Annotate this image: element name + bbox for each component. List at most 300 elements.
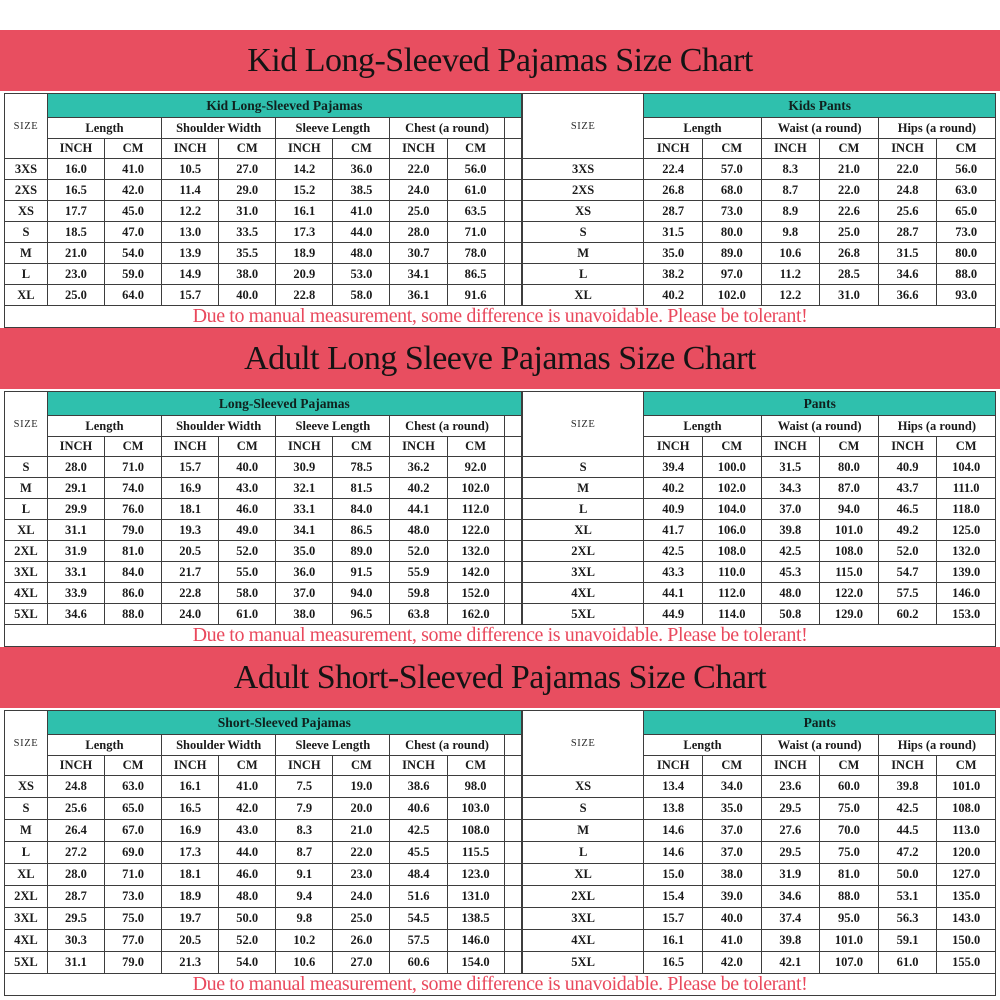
table-header-row	[522, 711, 995, 735]
value-cell: 28.0	[390, 222, 447, 243]
value-cell: 21.0	[820, 159, 879, 180]
table-row	[5, 520, 522, 541]
table-row	[5, 798, 522, 820]
value-cell: 19.7	[162, 908, 219, 930]
size-cell: M	[522, 820, 644, 842]
spacer-cell	[504, 756, 521, 776]
value-cell: 67.0	[104, 820, 161, 842]
value-cell: 39.8	[761, 930, 820, 952]
value-cell: 39.8	[761, 520, 820, 541]
value-cell: 22.8	[162, 583, 219, 604]
value-cell: 22.0	[878, 159, 937, 180]
value-cell: 38.0	[703, 864, 762, 886]
value-cell: 73.0	[937, 222, 996, 243]
table-row	[522, 180, 995, 201]
table-row	[522, 886, 995, 908]
spacer-cell	[504, 416, 521, 437]
adult-long-pajamas-table	[4, 391, 522, 625]
value-cell: 139.0	[937, 562, 996, 583]
value-cell: 43.0	[219, 478, 276, 499]
table-row	[5, 583, 522, 604]
spacer-cell	[504, 222, 521, 243]
value-cell: 34.6	[878, 264, 937, 285]
value-cell: 37.0	[276, 583, 333, 604]
value-cell: 16.5	[162, 798, 219, 820]
value-cell: 27.0	[333, 952, 390, 974]
value-cell: 33.1	[276, 499, 333, 520]
unit-header: INCH	[878, 437, 937, 457]
value-cell: 23.0	[333, 864, 390, 886]
value-cell: 28.5	[820, 264, 879, 285]
value-cell: 65.0	[104, 798, 161, 820]
value-cell: 84.0	[333, 499, 390, 520]
measurement-header-row	[5, 416, 522, 437]
value-cell: 28.0	[47, 864, 104, 886]
value-cell: 23.0	[47, 264, 104, 285]
table-row	[5, 201, 522, 222]
value-cell: 49.2	[878, 520, 937, 541]
value-cell: 20.5	[162, 541, 219, 562]
value-cell: 24.0	[390, 180, 447, 201]
value-cell: 143.0	[937, 908, 996, 930]
size-column-header: SIZE	[5, 392, 48, 457]
value-cell: 31.0	[820, 285, 879, 306]
value-cell: 91.5	[333, 562, 390, 583]
size-cell: 2XS	[522, 180, 644, 201]
measurement-header: Sleeve Length	[276, 735, 390, 756]
value-cell: 54.7	[878, 562, 937, 583]
value-cell: 41.0	[703, 930, 762, 952]
table-title-cell: Pants	[644, 392, 996, 416]
value-cell: 84.0	[104, 562, 161, 583]
value-cell: 122.0	[820, 583, 879, 604]
measurement-header: Waist (a round)	[761, 735, 878, 756]
value-cell: 63.0	[937, 180, 996, 201]
value-cell: 69.0	[104, 842, 161, 864]
value-cell: 61.0	[878, 952, 937, 974]
value-cell: 8.3	[761, 159, 820, 180]
table-row	[522, 798, 995, 820]
value-cell: 20.0	[333, 798, 390, 820]
value-cell: 44.1	[644, 583, 703, 604]
table-row	[5, 159, 522, 180]
value-cell: 11.2	[761, 264, 820, 285]
value-cell: 120.0	[937, 842, 996, 864]
value-cell: 9.1	[276, 864, 333, 886]
adult-short-pajamas-table	[4, 710, 522, 974]
value-cell: 91.6	[447, 285, 504, 306]
value-cell: 25.6	[47, 798, 104, 820]
value-cell: 132.0	[447, 541, 504, 562]
value-cell: 58.0	[219, 583, 276, 604]
value-cell: 47.0	[104, 222, 161, 243]
unit-header: INCH	[162, 756, 219, 776]
adult-short-tables-row	[0, 710, 1000, 974]
value-cell: 45.0	[104, 201, 161, 222]
measurement-header-row	[5, 118, 522, 139]
table-title-cell: Kids Pants	[644, 94, 996, 118]
value-cell: 37.4	[761, 908, 820, 930]
size-cell: L	[5, 264, 48, 285]
value-cell: 74.0	[104, 478, 161, 499]
value-cell: 101.0	[820, 930, 879, 952]
value-cell: 23.6	[761, 776, 820, 798]
unit-header: INCH	[878, 139, 937, 159]
value-cell: 33.9	[47, 583, 104, 604]
size-cell: 2XS	[5, 180, 48, 201]
value-cell: 63.8	[390, 604, 447, 625]
table-row	[5, 180, 522, 201]
value-cell: 15.7	[162, 285, 219, 306]
table-header-row	[5, 711, 522, 735]
value-cell: 28.0	[47, 457, 104, 478]
value-cell: 76.0	[104, 499, 161, 520]
value-cell: 40.2	[390, 478, 447, 499]
unit-header: INCH	[162, 139, 219, 159]
size-cell: XL	[5, 285, 48, 306]
adult-long-section-title: Adult Long Sleeve Pajamas Size Chart	[244, 339, 756, 377]
measurement-header: Length	[47, 735, 161, 756]
value-cell: 44.0	[219, 842, 276, 864]
value-cell: 47.2	[878, 842, 937, 864]
adult-short-section-title-banner	[0, 647, 1000, 708]
value-cell: 42.5	[644, 541, 703, 562]
table-row	[522, 285, 995, 306]
value-cell: 75.0	[820, 798, 879, 820]
value-cell: 14.6	[644, 842, 703, 864]
value-cell: 153.0	[937, 604, 996, 625]
value-cell: 34.3	[761, 478, 820, 499]
size-column-header: SIZE	[5, 711, 48, 776]
value-cell: 20.9	[276, 264, 333, 285]
value-cell: 18.1	[162, 864, 219, 886]
value-cell: 36.2	[390, 457, 447, 478]
value-cell: 114.0	[703, 604, 762, 625]
value-cell: 36.1	[390, 285, 447, 306]
kid-tables-row	[0, 93, 1000, 306]
value-cell: 104.0	[703, 499, 762, 520]
value-cell: 31.1	[47, 952, 104, 974]
table-row	[522, 222, 995, 243]
size-cell: S	[5, 798, 48, 820]
value-cell: 38.2	[644, 264, 703, 285]
value-cell: 31.9	[47, 541, 104, 562]
value-cell: 34.0	[703, 776, 762, 798]
value-cell: 13.0	[162, 222, 219, 243]
value-cell: 48.0	[219, 886, 276, 908]
value-cell: 24.8	[878, 180, 937, 201]
table-row	[5, 541, 522, 562]
measurement-header: Hips (a round)	[878, 416, 995, 437]
value-cell: 81.0	[820, 864, 879, 886]
value-cell: 98.0	[447, 776, 504, 798]
value-cell: 155.0	[937, 952, 996, 974]
value-cell: 129.0	[820, 604, 879, 625]
value-cell: 17.3	[162, 842, 219, 864]
value-cell: 10.6	[276, 952, 333, 974]
value-cell: 35.0	[644, 243, 703, 264]
value-cell: 34.1	[390, 264, 447, 285]
value-cell: 80.0	[820, 457, 879, 478]
value-cell: 16.1	[644, 930, 703, 952]
table-row	[5, 886, 522, 908]
value-cell: 40.2	[644, 478, 703, 499]
spacer-cell	[504, 735, 521, 756]
unit-header: INCH	[390, 756, 447, 776]
value-cell: 52.0	[390, 541, 447, 562]
spacer-cell	[504, 798, 521, 820]
value-cell: 30.9	[276, 457, 333, 478]
value-cell: 125.0	[937, 520, 996, 541]
unit-header: INCH	[47, 437, 104, 457]
value-cell: 28.7	[878, 222, 937, 243]
table-row	[5, 264, 522, 285]
value-cell: 28.7	[644, 201, 703, 222]
value-cell: 25.0	[47, 285, 104, 306]
value-cell: 42.5	[878, 798, 937, 820]
unit-header: INCH	[644, 139, 703, 159]
kid-pajamas-table	[4, 93, 522, 306]
value-cell: 101.0	[820, 520, 879, 541]
measurement-header: Shoulder Width	[162, 416, 276, 437]
table-row	[5, 562, 522, 583]
value-cell: 48.0	[333, 243, 390, 264]
size-cell: S	[522, 222, 644, 243]
size-cell: S	[5, 222, 48, 243]
value-cell: 96.5	[333, 604, 390, 625]
value-cell: 24.0	[162, 604, 219, 625]
value-cell: 71.0	[104, 864, 161, 886]
value-cell: 154.0	[447, 952, 504, 974]
value-cell: 16.1	[162, 776, 219, 798]
value-cell: 16.9	[162, 820, 219, 842]
table-title-cell: Pants	[644, 711, 996, 735]
size-cell: S	[522, 798, 644, 820]
spacer-cell	[504, 437, 521, 457]
value-cell: 50.0	[878, 864, 937, 886]
value-cell: 22.4	[644, 159, 703, 180]
value-cell: 10.5	[162, 159, 219, 180]
value-cell: 31.0	[219, 201, 276, 222]
size-cell: XL	[522, 864, 644, 886]
unit-header: INCH	[644, 756, 703, 776]
value-cell: 115.5	[447, 842, 504, 864]
value-cell: 127.0	[937, 864, 996, 886]
value-cell: 43.0	[219, 820, 276, 842]
size-cell: M	[5, 478, 48, 499]
value-cell: 93.0	[937, 285, 996, 306]
spacer-cell	[504, 264, 521, 285]
value-cell: 16.1	[276, 201, 333, 222]
table-row	[522, 604, 995, 625]
value-cell: 61.0	[447, 180, 504, 201]
value-cell: 34.6	[47, 604, 104, 625]
measurement-header: Waist (a round)	[761, 118, 878, 139]
value-cell: 35.0	[703, 798, 762, 820]
value-cell: 45.3	[761, 562, 820, 583]
value-cell: 55.9	[390, 562, 447, 583]
value-cell: 41.7	[644, 520, 703, 541]
value-cell: 81.0	[104, 541, 161, 562]
value-cell: 60.2	[878, 604, 937, 625]
value-cell: 25.6	[878, 201, 937, 222]
unit-header: CM	[104, 437, 161, 457]
size-cell: XL	[5, 520, 48, 541]
size-cell: 5XL	[522, 952, 644, 974]
value-cell: 9.4	[276, 886, 333, 908]
value-cell: 138.5	[447, 908, 504, 930]
adult-short-section-title: Adult Short-Sleeved Pajamas Size Chart	[233, 658, 767, 696]
size-cell: L	[522, 264, 644, 285]
value-cell: 42.5	[761, 541, 820, 562]
value-cell: 78.0	[447, 243, 504, 264]
spacer-cell	[504, 864, 521, 886]
value-cell: 15.0	[644, 864, 703, 886]
kid-section-title-banner	[0, 30, 1000, 91]
size-column-header: SIZE	[522, 392, 644, 457]
value-cell: 88.0	[104, 604, 161, 625]
value-cell: 42.0	[104, 180, 161, 201]
table-row	[522, 820, 995, 842]
size-cell: 3XL	[522, 908, 644, 930]
spacer-cell	[504, 478, 521, 499]
value-cell: 17.7	[47, 201, 104, 222]
measurement-header: Length	[47, 118, 161, 139]
value-cell: 29.1	[47, 478, 104, 499]
measurement-header: Chest (a round)	[390, 118, 504, 139]
value-cell: 25.0	[820, 222, 879, 243]
unit-header: CM	[447, 756, 504, 776]
value-cell: 63.0	[104, 776, 161, 798]
table-row	[522, 864, 995, 886]
size-cell: 3XS	[5, 159, 48, 180]
unit-header: INCH	[276, 756, 333, 776]
size-cell: 3XS	[522, 159, 644, 180]
value-cell: 7.9	[276, 798, 333, 820]
value-cell: 43.7	[878, 478, 937, 499]
unit-header: CM	[104, 139, 161, 159]
value-cell: 104.0	[937, 457, 996, 478]
size-cell: 3XL	[5, 908, 48, 930]
table-title-cell: Long-Sleeved Pajamas	[47, 392, 521, 416]
size-cell: M	[5, 243, 48, 264]
table-row	[522, 562, 995, 583]
value-cell: 108.0	[937, 798, 996, 820]
value-cell: 92.0	[447, 457, 504, 478]
value-cell: 146.0	[937, 583, 996, 604]
table-row	[5, 222, 522, 243]
unit-header: CM	[937, 139, 996, 159]
value-cell: 16.5	[644, 952, 703, 974]
value-cell: 18.9	[276, 243, 333, 264]
value-cell: 131.0	[447, 886, 504, 908]
size-cell: XS	[522, 776, 644, 798]
unit-header: CM	[219, 437, 276, 457]
value-cell: 94.0	[333, 583, 390, 604]
table-header-row	[522, 392, 995, 416]
value-cell: 57.0	[703, 159, 762, 180]
size-cell: 2XL	[522, 541, 644, 562]
table-row	[5, 820, 522, 842]
value-cell: 55.0	[219, 562, 276, 583]
value-cell: 26.8	[644, 180, 703, 201]
value-cell: 86.5	[333, 520, 390, 541]
section-kid-long-sleeved	[0, 30, 1000, 328]
spacer-cell	[504, 499, 521, 520]
table-title-cell: Kid Long-Sleeved Pajamas	[47, 94, 521, 118]
value-cell: 142.0	[447, 562, 504, 583]
unit-header: INCH	[276, 437, 333, 457]
value-cell: 8.9	[761, 201, 820, 222]
value-cell: 46.5	[878, 499, 937, 520]
size-cell: S	[5, 457, 48, 478]
value-cell: 40.0	[219, 285, 276, 306]
value-cell: 50.8	[761, 604, 820, 625]
adult-long-pants-table	[522, 391, 996, 625]
measurement-header: Sleeve Length	[276, 118, 390, 139]
value-cell: 31.5	[644, 222, 703, 243]
unit-header: INCH	[644, 437, 703, 457]
value-cell: 9.8	[276, 908, 333, 930]
value-cell: 29.5	[761, 842, 820, 864]
table-row	[5, 908, 522, 930]
value-cell: 14.2	[276, 159, 333, 180]
measurement-header: Hips (a round)	[878, 118, 995, 139]
value-cell: 35.0	[276, 541, 333, 562]
unit-header: INCH	[162, 437, 219, 457]
adult-long-tables-row	[0, 391, 1000, 625]
value-cell: 108.0	[820, 541, 879, 562]
size-cell: 3XL	[5, 562, 48, 583]
value-cell: 12.2	[162, 201, 219, 222]
unit-header: CM	[820, 756, 879, 776]
size-cell: M	[5, 820, 48, 842]
size-chart-page	[0, 30, 1000, 996]
value-cell: 10.6	[761, 243, 820, 264]
value-cell: 29.5	[47, 908, 104, 930]
table-row	[5, 499, 522, 520]
unit-header: CM	[104, 756, 161, 776]
unit-header: CM	[219, 756, 276, 776]
size-cell: XS	[522, 201, 644, 222]
value-cell: 50.0	[219, 908, 276, 930]
value-cell: 13.4	[644, 776, 703, 798]
value-cell: 88.0	[937, 264, 996, 285]
spacer-cell	[504, 520, 521, 541]
value-cell: 78.5	[333, 457, 390, 478]
value-cell: 59.1	[878, 930, 937, 952]
value-cell: 103.0	[447, 798, 504, 820]
measurement-header: Length	[47, 416, 161, 437]
value-cell: 16.0	[47, 159, 104, 180]
value-cell: 102.0	[447, 478, 504, 499]
unit-header: CM	[703, 756, 762, 776]
value-cell: 25.0	[333, 908, 390, 930]
value-cell: 44.1	[390, 499, 447, 520]
table-row	[5, 243, 522, 264]
value-cell: 80.0	[937, 243, 996, 264]
size-cell: XS	[5, 776, 48, 798]
value-cell: 111.0	[937, 478, 996, 499]
kid-section-title: Kid Long-Sleeved Pajamas Size Chart	[247, 41, 753, 79]
value-cell: 8.7	[761, 180, 820, 201]
value-cell: 15.7	[644, 908, 703, 930]
spacer-cell	[504, 201, 521, 222]
value-cell: 146.0	[447, 930, 504, 952]
value-cell: 68.0	[703, 180, 762, 201]
table-row	[522, 930, 995, 952]
spacer-cell	[504, 562, 521, 583]
